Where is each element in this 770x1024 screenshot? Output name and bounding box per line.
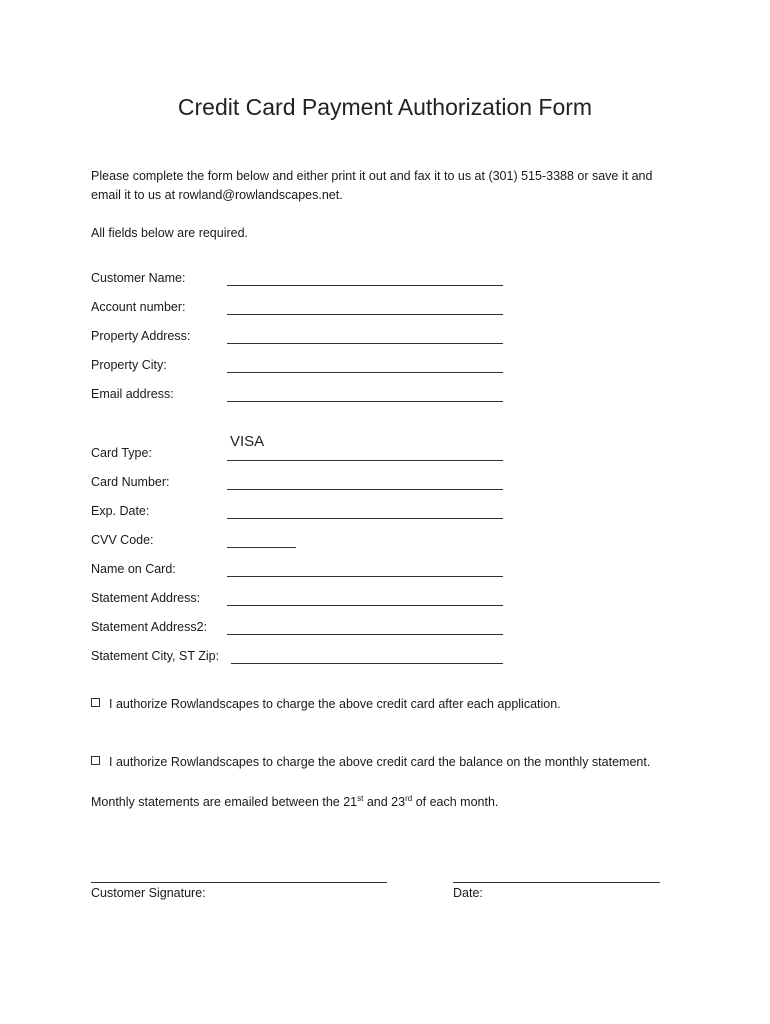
property-address-row xyxy=(91,329,511,349)
name-on-card-field[interactable] xyxy=(227,576,503,577)
email-address-label: Email address: xyxy=(91,387,174,401)
email-address-field[interactable] xyxy=(227,401,503,402)
monthly-note-middle: and 23 xyxy=(363,795,406,809)
page-title: Credit Card Payment Authorization Form xyxy=(177,94,593,120)
authorize-monthly-balance-label: I authorize Rowlandscapes to charge the above credit card the balance on the monthly statement. xyxy=(109,755,651,769)
name-on-card-row xyxy=(91,562,511,582)
property-address-label: Property Address: xyxy=(91,329,191,343)
account-number-row xyxy=(91,300,511,320)
statement-address2-row xyxy=(91,620,511,640)
statement-address-row xyxy=(91,591,511,611)
cvv-code-label: CVV Code: xyxy=(91,533,154,547)
statement-address2-label: Statement Address2: xyxy=(91,620,208,634)
intro-line-2: email it to us at rowland@rowlandscapes.net. xyxy=(91,188,343,202)
card-number-row xyxy=(91,475,511,495)
statement-address-label: Statement Address: xyxy=(91,591,201,605)
property-city-label: Property City: xyxy=(91,358,167,372)
date-label: Date: xyxy=(453,886,483,900)
property-city-row xyxy=(91,358,511,378)
statement-city-label: Statement City, ST Zip: xyxy=(91,649,220,663)
customer-name-row xyxy=(91,271,511,291)
account-number-label: Account number: xyxy=(91,300,186,314)
statement-city-row xyxy=(91,649,511,669)
cvv-code-field[interactable] xyxy=(227,547,296,548)
authorize-after-application-checkbox[interactable] xyxy=(91,698,100,707)
exp-date-label: Exp. Date: xyxy=(91,504,150,518)
property-city-field[interactable] xyxy=(227,372,503,373)
customer-name-label: Customer Name: xyxy=(91,271,186,285)
monthly-note-sup-2: rd xyxy=(405,794,413,803)
authorize-monthly-balance xyxy=(91,755,650,769)
card-number-label: Card Number: xyxy=(91,475,170,489)
date-field[interactable] xyxy=(453,882,660,883)
account-number-field[interactable] xyxy=(227,314,503,315)
statement-address-field[interactable] xyxy=(227,605,503,606)
customer-signature-field[interactable] xyxy=(91,882,387,883)
exp-date-field[interactable] xyxy=(227,518,503,519)
email-address-row xyxy=(91,387,511,407)
monthly-note-sup-1: st xyxy=(357,794,364,803)
authorize-after-application-label: I authorize Rowlandscapes to charge the above credit card after each application. xyxy=(109,697,561,711)
statement-city-field[interactable] xyxy=(231,663,503,664)
monthly-statement-note xyxy=(91,793,691,812)
monthly-note-prefix: Monthly statements are emailed between the 21 xyxy=(91,795,358,809)
property-address-field[interactable] xyxy=(227,343,503,344)
required-note: All fields below are required. xyxy=(91,226,249,240)
intro-line-1: Please complete the form below and either print it out and fax it to us at (301) 515-3388 or save it and xyxy=(91,169,653,183)
name-on-card-label: Name on Card: xyxy=(91,562,176,576)
customer-signature-label: Customer Signature: xyxy=(91,886,206,900)
customer-name-field[interactable] xyxy=(227,285,503,286)
monthly-note-suffix: of each month. xyxy=(412,795,499,809)
exp-date-row xyxy=(91,504,511,524)
statement-address2-field[interactable] xyxy=(227,634,503,635)
card-type-field[interactable] xyxy=(227,460,503,461)
card-type-value: VISA xyxy=(230,433,265,450)
card-number-field[interactable] xyxy=(227,489,503,490)
cvv-code-row xyxy=(91,533,511,553)
authorize-after-application xyxy=(91,697,561,711)
card-type-label: Card Type: xyxy=(91,446,152,460)
authorize-monthly-balance-checkbox[interactable] xyxy=(91,756,100,765)
intro-text xyxy=(91,167,691,205)
card-type-row xyxy=(91,433,511,466)
